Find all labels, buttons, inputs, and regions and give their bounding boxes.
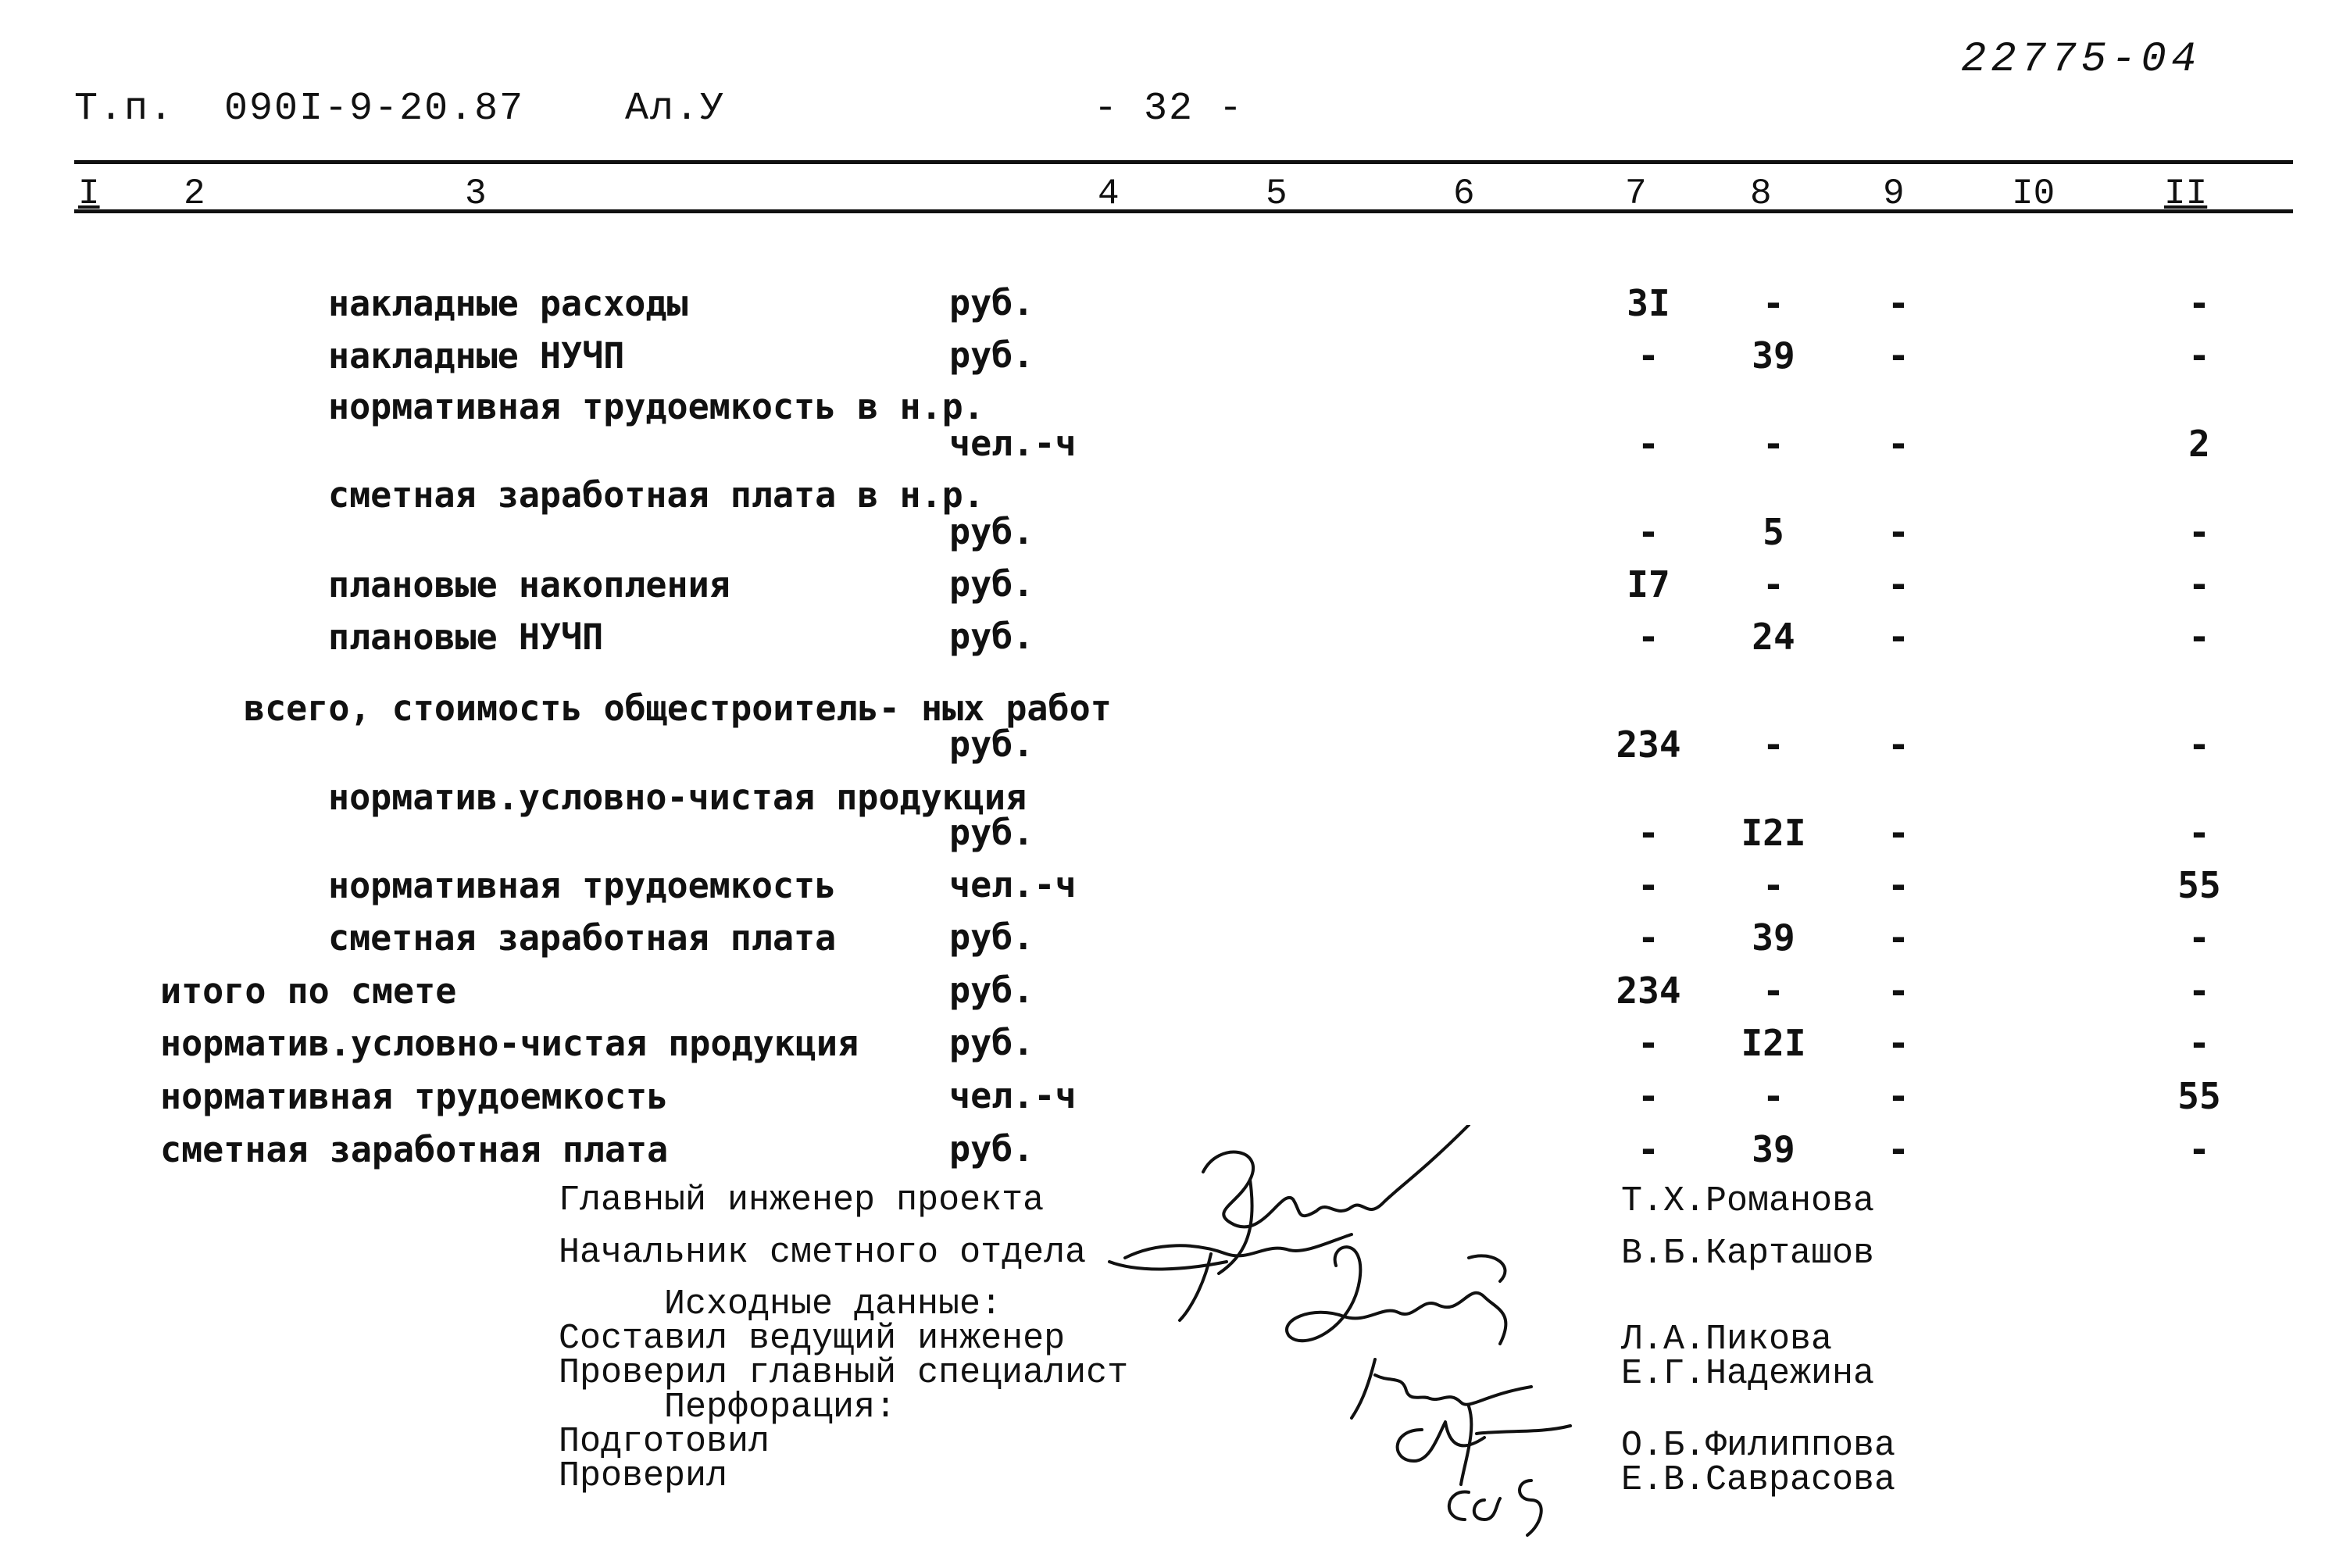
row-description: плановые НУЧП <box>328 616 604 658</box>
row-col11: - <box>2188 282 2210 324</box>
row-col9: - <box>1888 916 1909 959</box>
row-col8: 39 <box>1752 334 1795 377</box>
row-col7: - <box>1638 1128 1659 1170</box>
row-unit: чел.-ч <box>949 1075 1077 1116</box>
row-col9: - <box>1888 511 1909 553</box>
handwritten-signatures <box>1094 1125 1578 1547</box>
row-description: норматив.условно-чистая продукция <box>328 777 1027 818</box>
row-col8: - <box>1763 563 1784 605</box>
column-header-9: 9 <box>1883 173 1905 214</box>
verified-label: Проверил <box>559 1456 728 1496</box>
column-header-7: 7 <box>1625 173 1647 214</box>
row-description: сметная заработная плата в н.р. <box>328 474 984 516</box>
row-unit: руб. <box>949 916 1034 958</box>
row-col8: 39 <box>1752 1128 1795 1170</box>
row-col7: - <box>1638 864 1659 906</box>
row-col9: - <box>1888 563 1909 605</box>
row-col8: I2I <box>1741 812 1806 854</box>
row-col8: - <box>1763 1075 1784 1117</box>
checked-name: Е.Г.Надежина <box>1621 1354 1875 1394</box>
row-col8: - <box>1763 723 1784 766</box>
row-unit: руб. <box>949 563 1034 605</box>
row-col9: - <box>1888 970 1909 1012</box>
row-description: норматив.условно-чистая продукция <box>160 1023 859 1064</box>
row-col8: 39 <box>1752 916 1795 959</box>
row-unit: руб. <box>949 723 1034 765</box>
column-header-8: 8 <box>1750 173 1772 214</box>
chief-engineer-name: Т.Х.Романова <box>1621 1181 1875 1221</box>
row-unit: руб. <box>949 616 1034 657</box>
row-col8: - <box>1763 970 1784 1012</box>
row-col7: I7 <box>1627 563 1670 605</box>
row-unit: руб. <box>949 334 1034 376</box>
row-col8: 5 <box>1763 511 1784 553</box>
source-data-label: Исходные данные: <box>664 1284 1002 1324</box>
row-col11: 55 <box>2177 864 2221 906</box>
row-unit: руб. <box>949 812 1034 853</box>
row-col9: - <box>1888 723 1909 766</box>
column-header-11: II <box>2164 173 2208 214</box>
row-description: сметная заработная плата <box>160 1129 669 1170</box>
row-col11: 2 <box>2188 423 2210 465</box>
chief-engineer-label: Главный инженер проекта <box>559 1180 1045 1220</box>
row-col11: - <box>2188 334 2210 377</box>
row-col9: - <box>1888 1128 1909 1170</box>
top-rule <box>74 160 2293 164</box>
row-col9: - <box>1888 1075 1909 1117</box>
row-col7: - <box>1638 511 1659 553</box>
row-description: накладные расходы <box>328 283 688 324</box>
page-number: - 32 - <box>1094 87 1245 131</box>
row-col7: - <box>1638 1075 1659 1117</box>
row-col11: 55 <box>2177 1075 2221 1117</box>
column-header-10: I0 <box>2012 173 2055 214</box>
header-bottom-rule <box>74 209 2293 213</box>
row-col9: - <box>1888 1022 1909 1064</box>
row-unit: чел.-ч <box>949 864 1077 905</box>
row-col8: I2I <box>1741 1022 1806 1064</box>
row-description: всего, стоимость общестроитель- ных работ <box>244 688 1112 729</box>
row-col11: - <box>2188 511 2210 553</box>
row-col9: - <box>1888 282 1909 324</box>
row-col7: - <box>1638 1022 1659 1064</box>
row-description: накладные НУЧП <box>328 335 625 377</box>
row-col11: - <box>2188 1128 2210 1170</box>
column-header-2: 2 <box>184 173 205 214</box>
compiled-label: Составил ведущий инженер <box>559 1319 1066 1359</box>
row-col9: - <box>1888 812 1909 854</box>
row-unit: чел.-ч <box>949 423 1077 464</box>
row-col8: 24 <box>1752 616 1795 658</box>
row-col11: - <box>2188 970 2210 1012</box>
column-header-1: I <box>78 173 100 214</box>
row-col9: - <box>1888 423 1909 465</box>
row-description: нормативная трудоемкость <box>328 865 837 906</box>
row-unit: руб. <box>949 282 1034 323</box>
prepared-label: Подготовил <box>559 1422 770 1462</box>
row-col8: - <box>1763 282 1784 324</box>
row-col7: - <box>1638 334 1659 377</box>
row-col9: - <box>1888 864 1909 906</box>
row-col7: - <box>1638 916 1659 959</box>
prepared-name: О.Б.Филиппова <box>1621 1426 1896 1466</box>
row-col7: 3I <box>1627 282 1670 324</box>
row-col9: - <box>1888 334 1909 377</box>
row-col11: - <box>2188 616 2210 658</box>
checked-label: Проверил главный специалист <box>559 1353 1129 1393</box>
row-col7: - <box>1638 616 1659 658</box>
row-col8: - <box>1763 423 1784 465</box>
row-col7: 234 <box>1616 723 1681 766</box>
verified-name: Е.В.Саврасова <box>1621 1460 1896 1500</box>
row-unit: руб. <box>949 1022 1034 1063</box>
column-header-6: 6 <box>1453 173 1475 214</box>
row-col9: - <box>1888 616 1909 658</box>
row-description: плановые накопления <box>328 564 730 605</box>
column-header-3: 3 <box>465 173 487 214</box>
row-col7: - <box>1638 423 1659 465</box>
row-unit: руб. <box>949 970 1034 1011</box>
estimate-head-name: В.Б.Карташов <box>1621 1234 1875 1273</box>
column-header-5: 5 <box>1266 173 1288 214</box>
compiled-name: Л.А.Пикова <box>1621 1320 1833 1359</box>
doc-reference: Т.п. 090I-9-20.87 <box>74 87 525 131</box>
perforation-label: Перфорация: <box>664 1388 897 1427</box>
row-description: нормативная трудоемкость в н.р. <box>328 386 984 427</box>
row-unit: руб. <box>949 511 1034 552</box>
row-col11: - <box>2188 563 2210 605</box>
album-label: Ал.У <box>625 87 726 131</box>
row-unit: руб. <box>949 1128 1034 1170</box>
row-col8: - <box>1763 864 1784 906</box>
estimate-head-label: Начальник сметного отдела <box>559 1233 1087 1273</box>
row-col11: - <box>2188 1022 2210 1064</box>
row-col11: - <box>2188 916 2210 959</box>
column-header-4: 4 <box>1098 173 1120 214</box>
row-col11: - <box>2188 723 2210 766</box>
row-description: нормативная трудоемкость <box>160 1076 669 1117</box>
row-description: сметная заработная плата <box>328 917 837 959</box>
row-col7: - <box>1638 812 1659 854</box>
row-description: итого по смете <box>160 970 457 1012</box>
stamp-number: 22775-04 <box>1961 36 2202 84</box>
row-col11: - <box>2188 812 2210 854</box>
row-col7: 234 <box>1616 970 1681 1012</box>
